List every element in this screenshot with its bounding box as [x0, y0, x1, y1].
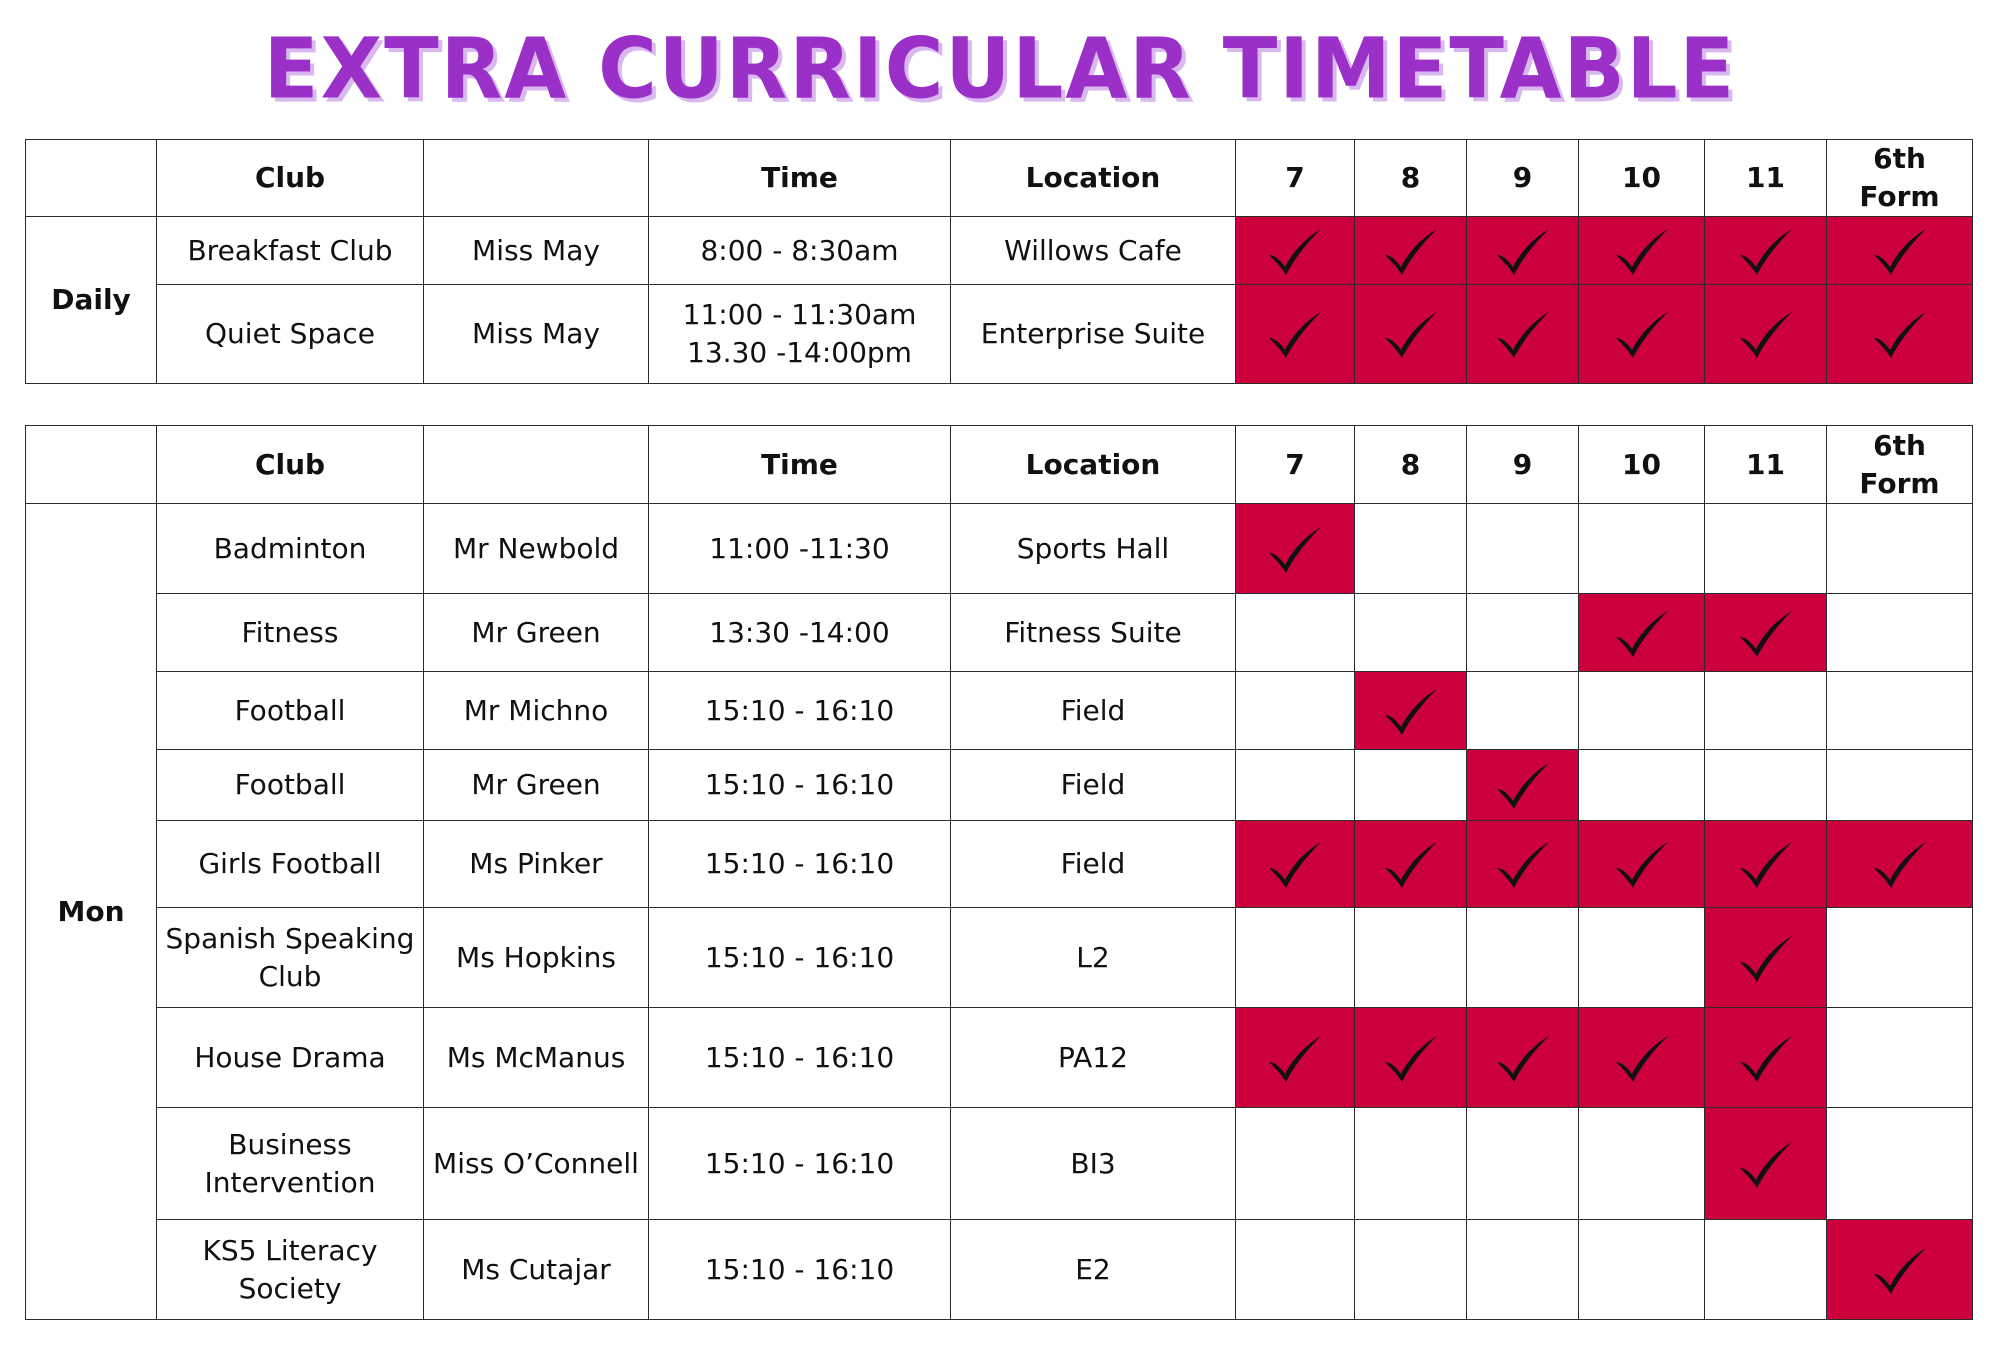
table-row [26, 821, 1973, 908]
time-line: 15:10 - 16:10 [704, 693, 895, 727]
check-mark-icon [1870, 308, 1930, 360]
staff-name: Miss O’Connell [424, 1108, 649, 1220]
header-year-7: 7 [1236, 140, 1355, 217]
club-name: Breakfast Club [157, 217, 424, 285]
club-location: E2 [951, 1220, 1236, 1320]
check-mark-icon [1612, 607, 1672, 659]
check-mark-icon [1493, 1032, 1553, 1084]
eligibility-cell-sixth-form [1827, 672, 1973, 750]
table-row [26, 1220, 1973, 1320]
eligibility-cell-year-10 [1579, 285, 1705, 384]
header-year-10: 10 [1579, 140, 1705, 217]
check-mark-icon [1381, 685, 1441, 737]
eligibility-cell-year-10 [1579, 908, 1705, 1008]
check-mark-icon [1381, 838, 1441, 890]
eligibility-cell-year-10 [1579, 1220, 1705, 1320]
monday-timetable [25, 425, 1973, 1320]
club-name: Girls Football [157, 821, 424, 908]
club-location: Field [951, 821, 1236, 908]
check-mark-icon [1265, 523, 1325, 575]
eligibility-cell-year-8 [1355, 750, 1467, 821]
eligibility-cell-year-10 [1579, 672, 1705, 750]
eligibility-cell-year-7 [1236, 217, 1355, 285]
check-mark-icon [1736, 308, 1796, 360]
eligibility-cell-year-10 [1579, 821, 1705, 908]
eligibility-cell-year-7 [1236, 1108, 1355, 1220]
header-year-9: 9 [1467, 426, 1579, 504]
eligibility-cell-year-10 [1579, 1008, 1705, 1108]
club-time [649, 908, 951, 1008]
eligibility-cell-year-11 [1705, 908, 1827, 1008]
staff-name: Miss May [424, 217, 649, 285]
header-year-11: 11 [1705, 426, 1827, 504]
eligibility-cell-year-11 [1705, 821, 1827, 908]
eligibility-cell-year-11 [1705, 1008, 1827, 1108]
staff-name: Ms McManus [424, 1008, 649, 1108]
header-sixth-form: 6th Form [1827, 426, 1973, 504]
check-mark-icon [1736, 1138, 1796, 1190]
eligibility-cell-year-8 [1355, 672, 1467, 750]
staff-name: Mr Green [424, 750, 649, 821]
eligibility-cell-year-11 [1705, 672, 1827, 750]
time-line: 15:10 - 16:10 [704, 768, 895, 801]
header-staff [424, 426, 649, 504]
check-mark-icon [1265, 308, 1325, 360]
eligibility-cell-sixth-form [1827, 821, 1973, 908]
eligibility-cell-year-8 [1355, 1008, 1467, 1108]
check-mark-icon [1265, 1032, 1325, 1084]
table-row [26, 908, 1973, 1008]
club-name: Spanish Speaking Club [157, 908, 424, 1008]
day-label: Mon [26, 504, 157, 1320]
staff-name: Mr Michno [424, 672, 649, 750]
header-day [26, 426, 157, 504]
day-label: Daily [26, 217, 157, 384]
time-line: 15:10 - 16:10 [704, 940, 895, 974]
eligibility-cell-year-8 [1355, 1108, 1467, 1220]
time-line: 15:10 - 16:10 [704, 847, 895, 880]
header-row [26, 140, 1973, 217]
club-time [649, 821, 951, 908]
staff-name: Miss May [424, 285, 649, 384]
time-line: 15:10 - 16:10 [704, 1252, 895, 1286]
check-mark-icon [1493, 838, 1553, 890]
club-time [649, 672, 951, 750]
eligibility-cell-year-10 [1579, 504, 1705, 594]
staff-name: Mr Newbold [424, 504, 649, 594]
staff-name: Mr Green [424, 594, 649, 672]
eligibility-cell-sixth-form [1827, 1008, 1973, 1108]
check-mark-icon [1265, 838, 1325, 890]
eligibility-cell-year-8 [1355, 217, 1467, 285]
eligibility-cell-year-9 [1467, 1108, 1579, 1220]
eligibility-cell-sixth-form [1827, 594, 1973, 672]
eligibility-cell-year-9 [1467, 285, 1579, 384]
time-line: 13.30 -14:00pm [687, 336, 912, 369]
club-name: KS5 Literacy Society [157, 1220, 424, 1320]
staff-name: Ms Cutajar [424, 1220, 649, 1320]
header-year-8: 8 [1355, 140, 1467, 217]
eligibility-cell-year-10 [1579, 594, 1705, 672]
eligibility-cell-year-9 [1467, 1008, 1579, 1108]
eligibility-cell-year-9 [1467, 1220, 1579, 1320]
table-row [26, 1108, 1973, 1220]
check-mark-icon [1265, 225, 1325, 277]
header-day [26, 140, 157, 217]
club-time [649, 1220, 951, 1320]
eligibility-cell-sixth-form [1827, 1220, 1973, 1320]
eligibility-cell-sixth-form [1827, 504, 1973, 594]
eligibility-cell-year-7 [1236, 285, 1355, 384]
eligibility-cell-year-7 [1236, 908, 1355, 1008]
eligibility-cell-year-9 [1467, 750, 1579, 821]
club-location: BI3 [951, 1108, 1236, 1220]
eligibility-cell-year-7 [1236, 672, 1355, 750]
table-row [26, 285, 1973, 384]
eligibility-cell-year-9 [1467, 821, 1579, 908]
eligibility-cell-year-7 [1236, 504, 1355, 594]
eligibility-cell-year-7 [1236, 821, 1355, 908]
time-line: 13:30 -14:00 [709, 615, 890, 649]
eligibility-cell-sixth-form [1827, 750, 1973, 821]
check-mark-icon [1870, 838, 1930, 890]
check-mark-icon [1736, 225, 1796, 277]
header-year-10: 10 [1579, 426, 1705, 504]
club-name: Football [157, 750, 424, 821]
header-row [26, 426, 1973, 504]
eligibility-cell-year-10 [1579, 750, 1705, 821]
club-name: Badminton [157, 504, 424, 594]
eligibility-cell-year-9 [1467, 504, 1579, 594]
club-location: Willows Cafe [951, 217, 1236, 285]
daily-timetable [25, 139, 1973, 384]
eligibility-cell-year-11 [1705, 1220, 1827, 1320]
time-line: 11:00 - 11:30am [682, 298, 917, 331]
eligibility-cell-year-8 [1355, 504, 1467, 594]
header-staff [424, 140, 649, 217]
eligibility-cell-year-9 [1467, 217, 1579, 285]
eligibility-cell-year-11 [1705, 504, 1827, 594]
check-mark-icon [1612, 838, 1672, 890]
eligibility-cell-year-8 [1355, 908, 1467, 1008]
table-row [26, 750, 1973, 821]
check-mark-icon [1493, 308, 1553, 360]
header-sixth-form: 6th Form [1827, 140, 1973, 217]
header-year-9: 9 [1467, 140, 1579, 217]
check-mark-icon [1612, 225, 1672, 277]
eligibility-cell-year-7 [1236, 750, 1355, 821]
header-location: Location [951, 140, 1236, 217]
eligibility-cell-year-9 [1467, 672, 1579, 750]
table-row [26, 594, 1973, 672]
club-location: Fitness Suite [951, 594, 1236, 672]
club-location: Field [951, 750, 1236, 821]
eligibility-cell-year-8 [1355, 594, 1467, 672]
header-location: Location [951, 426, 1236, 504]
club-location: PA12 [951, 1008, 1236, 1108]
club-name: House Drama [157, 1008, 424, 1108]
eligibility-cell-year-9 [1467, 594, 1579, 672]
club-name: Fitness [157, 594, 424, 672]
eligibility-cell-year-11 [1705, 285, 1827, 384]
table-row [26, 1008, 1973, 1108]
table-row [26, 217, 1973, 285]
time-line: 15:10 - 16:10 [704, 1146, 895, 1180]
eligibility-cell-year-8 [1355, 1220, 1467, 1320]
club-time [649, 1108, 951, 1220]
club-location: Enterprise Suite [951, 285, 1236, 384]
eligibility-cell-year-9 [1467, 908, 1579, 1008]
club-time [649, 1008, 951, 1108]
eligibility-cell-year-11 [1705, 1108, 1827, 1220]
header-time: Time [649, 426, 951, 504]
table-row [26, 672, 1973, 750]
table-row [26, 504, 1973, 594]
eligibility-cell-year-7 [1236, 594, 1355, 672]
club-time [649, 504, 951, 594]
check-mark-icon [1736, 607, 1796, 659]
check-mark-icon [1612, 1032, 1672, 1084]
page-title: EXTRA CURRICULAR TIMETABLE [263, 19, 1737, 118]
club-name: Football [157, 672, 424, 750]
check-mark-icon [1736, 932, 1796, 984]
eligibility-cell-year-8 [1355, 821, 1467, 908]
eligibility-cell-sixth-form [1827, 217, 1973, 285]
check-mark-icon [1870, 225, 1930, 277]
header-year-8: 8 [1355, 426, 1467, 504]
header-year-7: 7 [1236, 426, 1355, 504]
eligibility-cell-year-10 [1579, 1108, 1705, 1220]
eligibility-cell-year-11 [1705, 750, 1827, 821]
check-mark-icon [1612, 308, 1672, 360]
club-time [649, 750, 951, 821]
staff-name: Ms Hopkins [424, 908, 649, 1008]
club-time [649, 594, 951, 672]
check-mark-icon [1381, 225, 1441, 277]
check-mark-icon [1493, 225, 1553, 277]
eligibility-cell-year-10 [1579, 217, 1705, 285]
club-name: Quiet Space [157, 285, 424, 384]
time-line: 11:00 -11:30 [709, 531, 890, 565]
club-location: Sports Hall [951, 504, 1236, 594]
club-location: L2 [951, 908, 1236, 1008]
check-mark-icon [1493, 759, 1553, 811]
club-time [649, 285, 951, 384]
eligibility-cell-sixth-form [1827, 285, 1973, 384]
header-club: Club [157, 426, 424, 504]
eligibility-cell-year-7 [1236, 1220, 1355, 1320]
eligibility-cell-sixth-form [1827, 908, 1973, 1008]
eligibility-cell-year-7 [1236, 1008, 1355, 1108]
header-year-11: 11 [1705, 140, 1827, 217]
eligibility-cell-year-11 [1705, 217, 1827, 285]
eligibility-cell-year-11 [1705, 594, 1827, 672]
check-mark-icon [1736, 1032, 1796, 1084]
staff-name: Ms Pinker [424, 821, 649, 908]
club-location: Field [951, 672, 1236, 750]
check-mark-icon [1870, 1244, 1930, 1296]
check-mark-icon [1381, 1032, 1441, 1084]
header-club: Club [157, 140, 424, 217]
check-mark-icon [1381, 308, 1441, 360]
club-name: Business Intervention [157, 1108, 424, 1220]
eligibility-cell-sixth-form [1827, 1108, 1973, 1220]
time-line: 15:10 - 16:10 [704, 1040, 895, 1074]
check-mark-icon [1736, 838, 1796, 890]
club-time [649, 217, 951, 285]
time-line: 8:00 - 8:30am [700, 233, 899, 267]
eligibility-cell-year-8 [1355, 285, 1467, 384]
header-time: Time [649, 140, 951, 217]
